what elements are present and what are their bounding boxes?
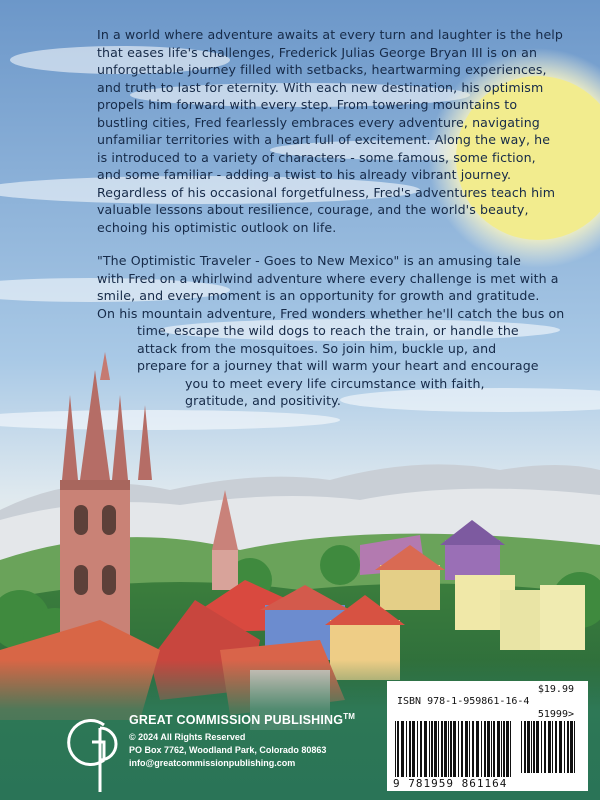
isbn-label: ISBN 978-1-959861-16-4 — [397, 696, 530, 707]
barcode-bar — [431, 721, 433, 777]
text-line: is introduced to a variety of characters - some famous, some fiction, — [97, 149, 536, 165]
barcode-bar — [453, 721, 456, 777]
barcode-bar — [397, 721, 399, 777]
publisher-name: GREAT COMMISSION PUBLISHING™ — [129, 712, 356, 728]
barcode-bar — [491, 721, 492, 777]
barcode-bar — [476, 721, 479, 777]
addon-barcode-bars — [521, 721, 577, 773]
text-line: prepare for a journey that will warm your heart and encourage — [137, 358, 539, 373]
barcode-bar — [438, 721, 439, 777]
text-line: you to meet every life circumstance with faith, — [185, 375, 485, 391]
barcode-bar — [484, 721, 486, 777]
barcode-bar — [461, 721, 463, 777]
barcode-bar — [536, 721, 539, 773]
barcode-bar — [501, 721, 502, 777]
text-line: that eases life's challenges, Frederick Julias George Bryan III is on an — [97, 44, 538, 60]
barcode-bar — [401, 721, 404, 777]
barcode-bar — [487, 721, 490, 777]
barcode-bar — [533, 721, 535, 773]
text-line: propels him forward with every step. From towering mountains to — [97, 97, 518, 112]
synopsis-paragraph-2 — [97, 252, 564, 410]
text-line: with Fred on a whirlwind adventure where every challenge is met with a — [97, 270, 559, 286]
barcode-bar — [417, 721, 418, 777]
barcode-bar — [448, 721, 449, 777]
barcode-bar — [472, 721, 474, 777]
barcode-bar — [493, 721, 495, 777]
text-line: unfamiliar territories with a heart full of excitement. Along the way, he — [97, 132, 551, 147]
barcode-bar — [406, 721, 407, 777]
barcode-bar — [541, 721, 542, 773]
barcode-bar — [497, 721, 500, 777]
text-line: bustling cities, Fred fearlessly embraces every adventure, navigating — [97, 114, 540, 130]
barcode-bar — [441, 721, 443, 777]
barcode-bar — [555, 721, 557, 773]
barcode-bar — [395, 721, 396, 777]
text-line: valuable lessons about resilience, courage, and the world's beauty, — [97, 202, 529, 217]
barcode-bar — [510, 721, 511, 777]
publisher-address: PO Box 7762, Woodland Park, Colorado 80863 — [129, 745, 327, 755]
barcode-bar — [574, 721, 575, 773]
barcode-bar — [503, 721, 505, 777]
trademark-mark: TM — [343, 712, 356, 721]
barcode-bar — [412, 721, 415, 777]
barcode-bar — [429, 721, 430, 777]
text-line: time, escape the wild dogs to reach the train, or handle the — [137, 323, 519, 338]
text-line: "The Optimistic Traveler - Goes to New Mexico" is an amusing tale — [97, 253, 522, 268]
barcode-bar — [527, 721, 530, 773]
text-line: Regardless of his occasional forgetfulness, Fred's adventures teach him — [97, 184, 556, 200]
barcode-bar — [506, 721, 509, 777]
barcode-bar — [481, 721, 482, 777]
barcode-bar — [521, 721, 522, 773]
text-line: unforgettable journey filled with setbacks, heartwarming experiences, — [97, 62, 547, 77]
barcode-bar — [424, 721, 427, 777]
barcode-bar — [458, 721, 459, 777]
text-line: attack from the mosquitoes. So join him, buckle up, and — [137, 340, 497, 356]
isbn-barcode — [387, 681, 588, 791]
barcode-bar — [544, 721, 546, 773]
barcode-bar — [444, 721, 447, 777]
barcode-bar — [531, 721, 532, 773]
text-line: smile, and every moment is an opportunity for growth and gratitude. — [97, 288, 540, 303]
barcode-bar — [409, 721, 411, 777]
barcode-bar — [465, 721, 468, 777]
barcode-bar — [434, 721, 437, 777]
barcode-bar — [469, 721, 470, 777]
barcode-bar — [420, 721, 422, 777]
barcode-bar — [570, 721, 573, 773]
text-line: In a world where adventure awaits at every turn and laughter is the help — [97, 27, 563, 42]
publisher-email: info@greatcommissionpublishing.com — [129, 758, 296, 768]
text-line: and some familiar - adding a twist to his already vibrant journey. — [97, 167, 512, 182]
barcode-bar — [552, 721, 553, 773]
text-line: gratitude, and positivity. — [185, 393, 342, 408]
price-code-label: 51999> — [537, 709, 574, 720]
text-line: On his mountain adventure, Fred wonders whether he'll catch the bus on — [97, 305, 565, 321]
barcode-bar — [524, 721, 526, 773]
text-line: echoing his optimistic outlook on life. — [97, 219, 337, 235]
barcode-bar — [559, 721, 562, 773]
price-label: $19.99 — [537, 684, 574, 695]
text-line: and truth to last for eternity. With each new destination, his optimism — [97, 79, 544, 95]
synopsis-paragraph-1 — [97, 26, 563, 236]
barcode-bars — [395, 721, 515, 777]
barcode-bar — [567, 721, 569, 773]
copyright-line: © 2024 All Rights Reserved — [129, 732, 246, 742]
barcode-bar — [450, 721, 452, 777]
barcode-bar — [548, 721, 551, 773]
barcode-digits: 9 781959 861164 — [393, 777, 508, 790]
barcode-bar — [564, 721, 565, 773]
